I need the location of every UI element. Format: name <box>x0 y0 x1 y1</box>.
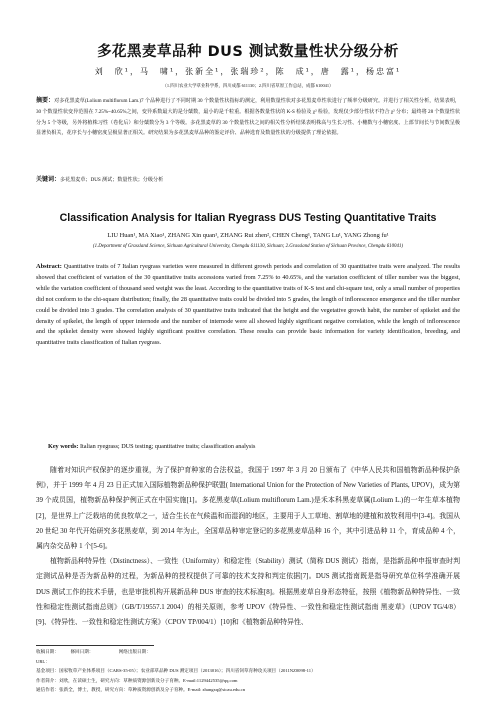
english-abstract <box>36 262 460 349</box>
chinese-affiliation: （1.四川农业大学草业科学系，四川成都 611130；2.四川省草原工作总站，成都 610041） <box>162 83 334 88</box>
body-paragraph-1: 随着对知识产权保护的逐步重视，为了保护育种家的合法权益，我国于 1997 年 3 月 20 日颁布了《中华人民共和国植物新品种保护条例》，并于 1999 年 4 月 23 日正式加入国际植物新品种保护联盟( International Union for the Protection of New Varieties of Plants, UPOV)，成为第 39 个成员国，植物新品种保护例正式在中国实施[1]。多花黑麦草(Lolium multiflorum Lam.)是禾本科黑麦草属(Lolium L.)的一年生草本植物[2]，是世界上广泛栽培的优良牧草之一，适合生长在气候温和而湿润的地区，主要用于人工草地、割草地的建植和放牧利用中[3-4]。我国从 20 世纪 30 年代开始研究多花黑麦草，到 2014 年为止，全国草品种审定登记的多花黑麦草品种 16 个，其中引进品种 11 个，育成品种 4 个，属内杂交品种 1 个[5-6]。 <box>36 467 460 551</box>
body-text <box>36 463 460 630</box>
footnote-author-info: 作者简介：刘欣，在读硕士生，研究方向：草种质资源创新及分子育种。E-mail:1129442535@qq.com <box>36 677 238 683</box>
chinese-abstract-text: 对多花黑麦草(Lolium multiflorum Lam.)7 个品种进行了不同时期 30 个数量性状指标的测定，利用数量性状对多花黑麦草性状进行了频率分级研究。并进行了相关性分析，结果表明，30 个数量性状变异范围在 7.25%~40.65%之间，变异系数最大的是分蘖数，最小的是千粒重。根据各数量性状的 K-S 检验及 χ² 检验，发现仅少部分性状不符合 χ² 分布；最终将 28 个数量性状分为 5 个等级，另外将植株习性（卷化后）和分蘖数分为 3 个等级。多花黑麦草的 30 个数量性状之间的相关性分析结果表明株高与生长习性、小穗数与小穗密度、上部节间长与节间数呈极显著负相关，花序长与小穗密度呈极显著正相关。研究结果为多花黑麦草品种的鉴定评价、品种选育及数量性状的分级提供了理论依据。 <box>36 98 460 137</box>
chinese-keywords <box>36 175 460 186</box>
chinese-keywords-text: 多花黑麦草；DUS 测试；数量性状；分级分析 <box>60 177 164 183</box>
chinese-title: 多花黑麦草品种 DUS 测试数量性状分级分析 <box>97 44 399 60</box>
english-keywords <box>48 443 460 450</box>
english-title: Classification Analysis for Italian Ryegrass DUS Testing Quantitative Traits <box>59 212 437 224</box>
footnote-block <box>36 647 476 695</box>
english-authors: LIU Huan¹, MA Xiao¹, ZHANG Xin quan¹, ZHANG Rui zhen², CHEN Cheng¹, TANG Lu¹, YANG Zhong fu¹ <box>107 232 389 239</box>
footnote-received: 收稿日期： 修回日期： 网络出版日期： <box>36 649 151 654</box>
chinese-authors: 刘 欣¹，马 啸¹，张新全¹，张瑞珍²，陈 成¹，唐 露¹，杨忠富¹ <box>94 67 402 76</box>
english-keywords-text: Italian ryegrass; DUS testing; quantitative traits; classification analysis <box>79 443 256 450</box>
body-paragraph-2: 植物新品种特异性（Distinctness）、一致性（Uniformity）和稳定性（Stability）测试（简称 DUS 测试）指南，是指新品种申报审查时判定测试品种是否为新品种的过程，为新品种的授权提供了可靠的技术支持和判定依据[7]。DUS 测试指南既是指导研究单位科学准确开展 DUS 测试工作的技术手册，也是审批机构开展新品种 DUS 审查的技术标准[8]。根据黑麦草自身形态特征，按照《植物新品种特异性、一致性和稳定性测试指南总则》（GB/T/19557.1 2004）的相关原则，参考 UPOV《特异性、一致性和稳定性测试指南 黑麦草》（UPOV TG/4/8）[9]、《特异性、一致性和稳定性测试方案》（CPOV TP/004/1）[10]和《植物新品种特异性、 <box>36 558 460 627</box>
footnote-funding: 基金项目：国家牧草产业体系项目（CARS-35-05）；农业部草品种 DUS 测定项目（2013016）；四川省饲草育种攻关项目（2011NZ0098-11） <box>36 668 316 674</box>
footnote-corresponding: 通信作者：张新全，博士，教授，研究方向：草种质资源创新及分子育种。E-mail: zhangxq@sicau.edu.cn <box>36 687 246 693</box>
footnote-rule <box>36 645 154 646</box>
english-keywords-label: Key words: <box>48 443 79 450</box>
english-abstract-label: Abstract: <box>36 263 62 270</box>
chinese-abstract <box>36 96 460 139</box>
english-affiliation: (1.Department of Grassland Science, Sichuan Agricultural University, Chengdu 611130, Sichuan; 2.Grassland Station of Sichuan Province, Chengdu 610041) <box>92 244 404 249</box>
footnote-url: URL： <box>36 658 50 664</box>
english-abstract-text: Quantitative traits of 7 Italian ryegrass varieties were measured in different growth periods and correlation of 30 quantitative traits were analyzed. The results showed that coefficient of variation of the 30 quantitative traits accessions varied from 7.25% to 40.65%, and the variation coefficient of tiller number was the biggest, while the variation coefficient of thousand seed weight was the least. According to the quantitative traits of K-S test and chi-square test, only a small number of properties did not conform to the chi-square distribution; finally, the 28 quantitative traits could be divided into 5 grades, the length of inflorescence emergence and the tiller number could be divided into 3 grades. The correlation analysis of 30 quantitative traits indicated that the height and the vegetative growth habit, the number of spikelet and the density of spikelet, the length of upper internode and the number of internode were all showed highly significant negative correlation, while the length of inflorescence and the spikelet density were showed highly significant positive correlation. These results can provide basic information for variety identification, breeding, and quantitative traits classification of Italian ryegrass. <box>36 263 461 347</box>
chinese-keywords-label: 关键词： <box>36 176 61 183</box>
chinese-abstract-label: 摘要： <box>36 97 55 104</box>
